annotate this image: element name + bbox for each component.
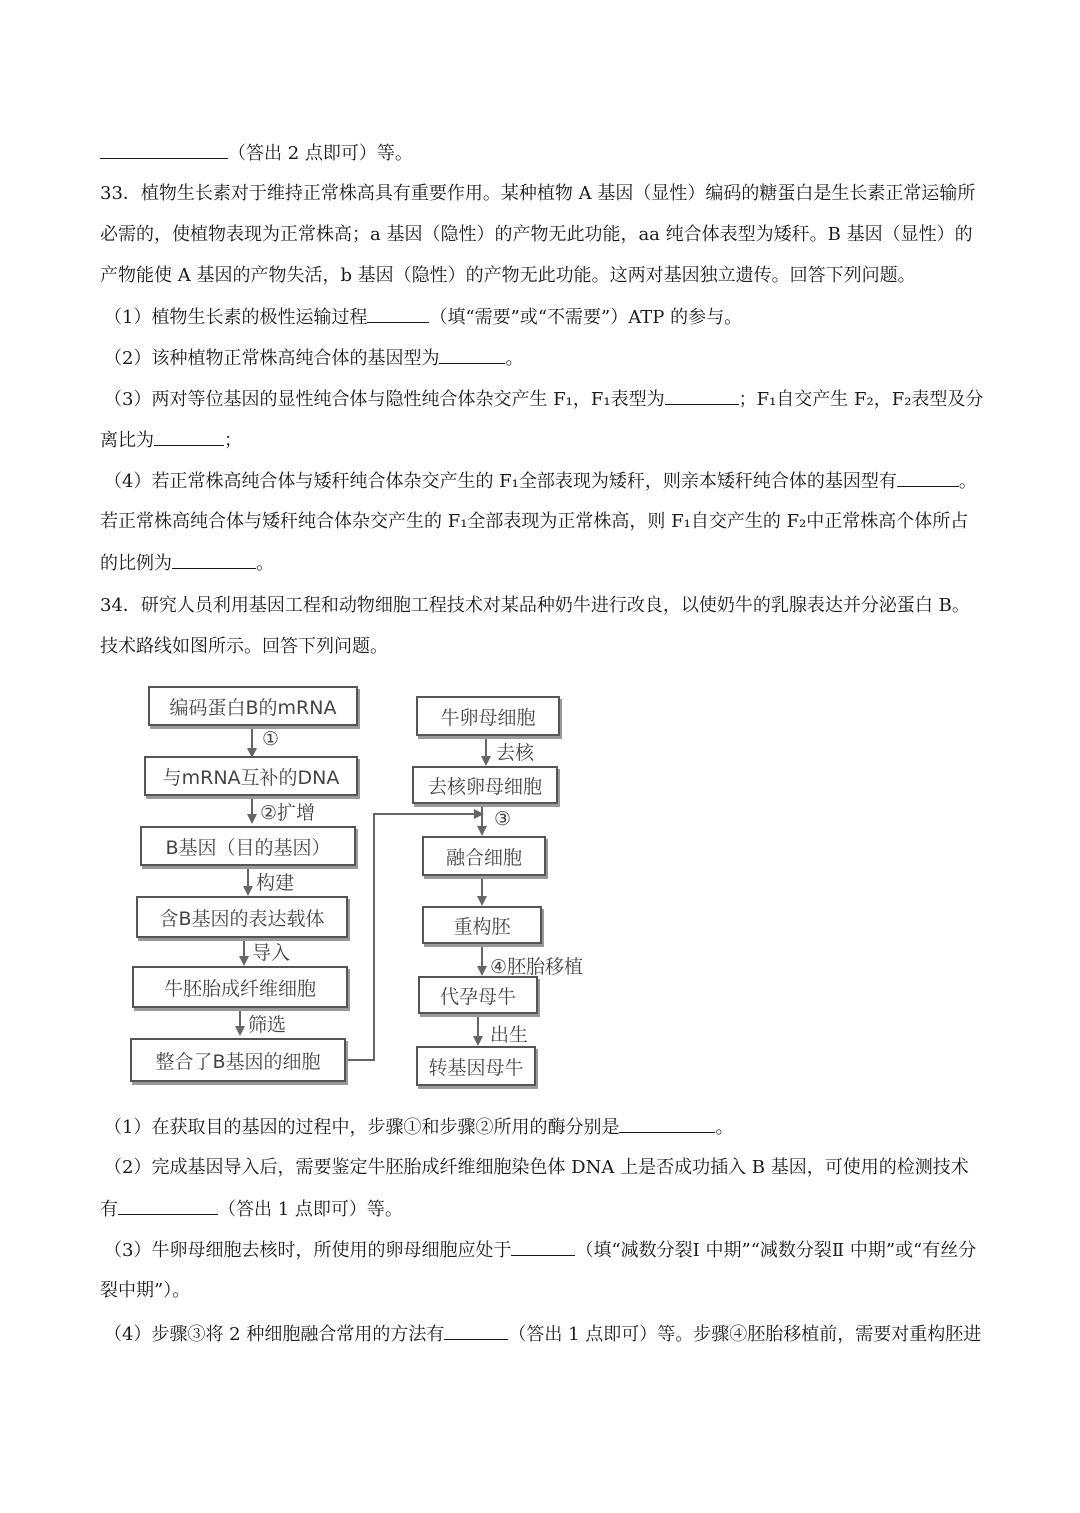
label-introduce: 导入: [252, 942, 291, 964]
box-b-gene: B基因（目的基因）: [140, 826, 356, 866]
answer-blank: [367, 304, 429, 323]
label-construct: 构建: [256, 872, 295, 894]
q33-part-4-text-4: 。: [256, 553, 274, 574]
label-enucleate: 去核: [496, 742, 535, 764]
q33-part-3-text-end: ；: [224, 430, 242, 451]
answer-line-fragment: [100, 140, 413, 167]
label-screen: 筛选: [248, 1014, 287, 1036]
q33-part-4-text-3: 的比例为: [100, 553, 172, 574]
box-reconstructed-embryo: 重构胚: [422, 906, 542, 944]
q34-part-3-text-2: （填“减数分裂Ⅰ 中期”“减数分裂Ⅱ 中期”或“有丝分: [575, 1240, 977, 1261]
answer-blank: [897, 468, 959, 487]
label-step-1: ①: [262, 728, 280, 750]
box-transgenic-cow: 转基因母牛: [416, 1046, 536, 1086]
label-step-3: ③: [494, 808, 512, 830]
q34-part-2-cont: [100, 1196, 403, 1223]
q33-stem-line-3: 产物能使 A 基因的产物失活，b 基因（隐性）的产物无此功能。这两对基因独立遗传。回答下列问题。: [100, 265, 916, 286]
q34-part-2-text-3: （答出 1 点即可）等。: [218, 1199, 403, 1220]
q34-part-4: [104, 1321, 981, 1348]
box-integrated-cell: 整合了B基因的细胞: [130, 1038, 346, 1082]
box-fused-cell: 融合细胞: [422, 836, 546, 876]
q33-stem-line-1: 33．植物生长素对于维持正常株高具有重要作用。某种植物 A 基因（显性）编码的糖蛋白是生长素正常运输所: [100, 183, 976, 204]
answer-blank: [439, 345, 505, 364]
q33-part-4-line-2: 若正常株高纯合体与矮秆纯合体杂交产生的 F₁全部表现为正常株高，则 F₁自交产生的 F₂中正常株高个体所占: [100, 511, 969, 532]
answer-blank: [444, 1321, 508, 1340]
q34-part-3-text: （3）牛卵母细胞去核时，所使用的卵母细胞应处于: [104, 1240, 512, 1261]
q33-part-2-text-end: 。: [505, 348, 524, 369]
q33-part-2-text: （2）该种植物正常株高纯合体的基因型为: [104, 348, 440, 369]
box-oocyte: 牛卵母细胞: [416, 696, 560, 736]
q33-part-1-text: （1）植物生长素的极性运输过程: [104, 307, 368, 328]
answer-blank: [665, 386, 739, 405]
q33-part-2: [104, 345, 523, 372]
q34-part-1-text: （1）在获取目的基因的过程中，步骤①和步骤②所用的酶分别是: [104, 1117, 620, 1138]
answer-blank: [619, 1114, 715, 1133]
box-complementary-dna: 与mRNA互补的DNA: [144, 756, 358, 796]
q34-part-3-cont: 裂中期”）。: [100, 1280, 191, 1301]
q33-stem-line-2: 必需的，使植物表现为正常株高；a 基因（隐性）的产物无此功能，aa 纯合体表型为矮秆。B 基因（显性）的: [100, 224, 973, 245]
answer-blank: [118, 1196, 218, 1215]
label-step-4-embryo-transfer: ④胚胎移植: [490, 956, 584, 978]
box-mrna: 编码蛋白B的mRNA: [148, 686, 358, 726]
q33-part-1: [104, 304, 742, 331]
q33-part-3-text-2: 离比为: [100, 430, 154, 451]
box-expression-vector: 含B基因的表达载体: [136, 896, 348, 938]
technical-route-diagram: [128, 676, 608, 1090]
q34-part-3: [104, 1237, 976, 1264]
q34-part-2-text-2: 有: [100, 1199, 118, 1220]
q34-part-2: （2）完成基因导入后，需要鉴定牛胚胎成纤维细胞染色体 DNA 上是否成功插入 B 基因，可使用的检测技术: [104, 1157, 969, 1178]
q33-part-1-text-end: （填“需要”或“不需要”）ATP 的参与。: [429, 307, 743, 328]
diagram-arrows: [128, 676, 608, 1090]
label-step-2-amplify: ②扩增: [260, 802, 316, 824]
q34-part-1: [104, 1114, 733, 1141]
q34-part-1-text-end: 。: [715, 1117, 734, 1138]
label-birth: 出生: [490, 1024, 529, 1046]
line-text: （答出 2 点即可）等。: [228, 143, 413, 164]
q33-part-4-text: （4）若正常株高纯合体与矮秆纯合体杂交产生的 F₁全部表现为矮秆，则亲本矮秆纯合体的基因型有: [104, 471, 897, 492]
q33-part-3-text: （3）两对等位基因的显性纯合体与隐性纯合体杂交产生 F₁，F₁表型为: [104, 389, 665, 410]
q34-stem-line-2: 技术路线如图所示。回答下列问题。: [100, 636, 388, 657]
q33-part-3-cont: [100, 427, 242, 454]
q33-part-3-text-mid: ；F₁自交产生 F₂，F₂表型及分: [738, 389, 984, 410]
q33-part-4: [104, 468, 977, 495]
q33-part-4-line-3: [100, 550, 274, 577]
q34-stem-line-1: 34．研究人员利用基因工程和动物细胞工程技术对某品种奶牛进行改良，以使奶牛的乳腺表达并分泌蛋白 B。: [100, 595, 970, 616]
answer-blank: [172, 550, 256, 569]
box-surrogate-cow: 代孕母牛: [418, 976, 538, 1014]
q34-part-4-text: （4）步骤③将 2 种细胞融合常用的方法有: [104, 1324, 445, 1345]
box-fibroblast: 牛胚胎成纤维细胞: [132, 966, 348, 1008]
answer-blank: [100, 140, 228, 159]
box-enucleated-oocyte: 去核卵母细胞: [412, 766, 558, 804]
q33-part-4-text-end: 。: [958, 471, 977, 492]
answer-blank: [154, 427, 224, 446]
q34-part-4-text-2: （答出 1 点即可）等。步骤④胚胎移植前，需要对重构胚进: [508, 1324, 982, 1345]
answer-blank: [511, 1237, 575, 1256]
q33-part-3: [104, 386, 983, 413]
